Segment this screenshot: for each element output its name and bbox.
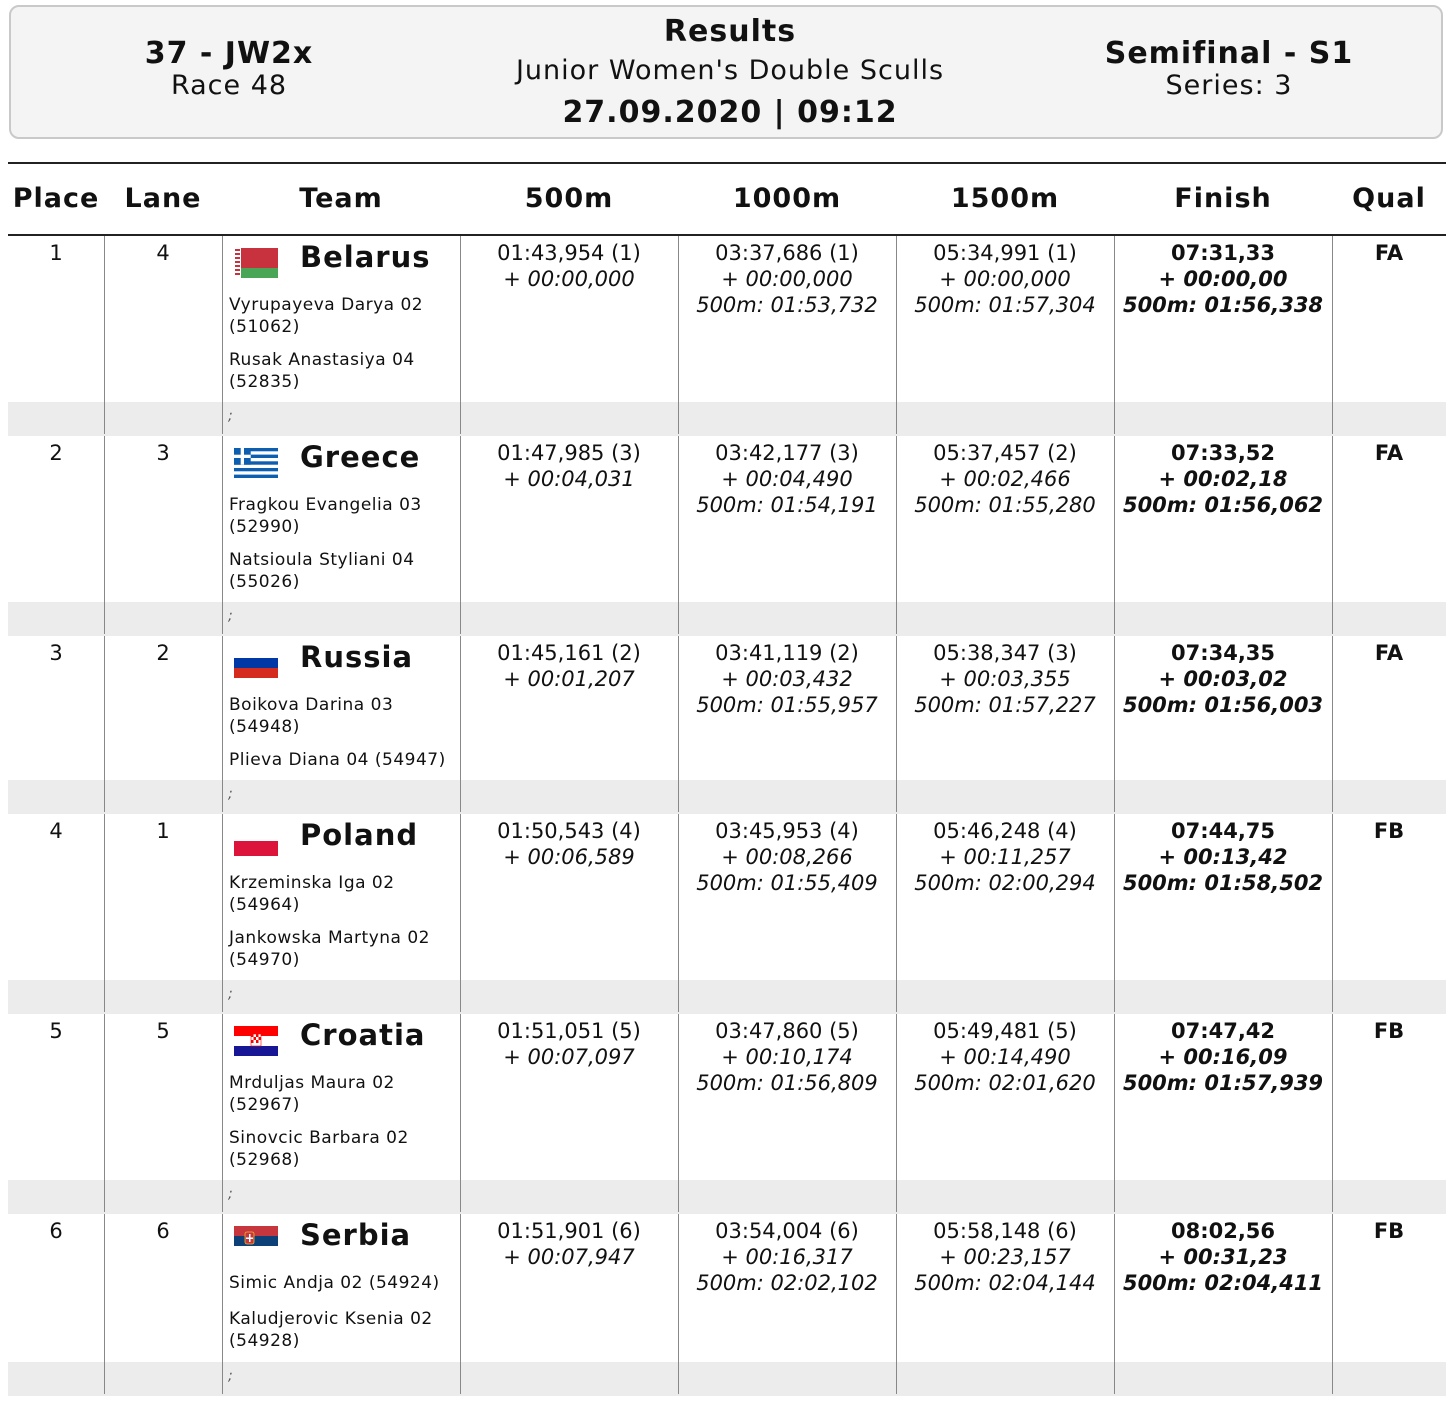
split-pace: 500m: 01:56,809 bbox=[696, 1071, 878, 1095]
split-time: 01:51,051 (5) bbox=[497, 1019, 641, 1043]
page-title: Results bbox=[663, 14, 797, 49]
finish-diff: + 00:16,09 bbox=[1158, 1045, 1288, 1069]
finish-pace: 500m: 01:56,062 bbox=[1122, 493, 1324, 517]
finish-time: 07:31,33 bbox=[1170, 241, 1276, 265]
table-row bbox=[8, 636, 1446, 814]
split-diff: + 00:08,266 bbox=[721, 845, 853, 869]
split-pace: 500m: 01:55,280 bbox=[914, 493, 1096, 517]
split-1000m-cell bbox=[678, 1018, 896, 1096]
crew-member: Krzeminska Iga 02 (54964) bbox=[229, 873, 395, 915]
split-1500m-cell bbox=[896, 1218, 1114, 1296]
split-pace: 500m: 01:53,732 bbox=[696, 293, 878, 317]
split-diff: + 00:04,490 bbox=[721, 467, 853, 491]
split-diff: + 00:03,432 bbox=[721, 667, 853, 691]
crew-member: Mrduljas Maura 02 (52967) bbox=[229, 1073, 395, 1115]
split-1000m-cell bbox=[678, 440, 896, 518]
split-diff: + 00:03,355 bbox=[939, 667, 1071, 691]
finish-pace: 500m: 01:56,003 bbox=[1122, 693, 1324, 717]
finish-time: 07:34,35 bbox=[1170, 641, 1276, 665]
event-info bbox=[11, 37, 447, 101]
split-diff: + 00:07,947 bbox=[503, 1245, 635, 1269]
finish-cell bbox=[1114, 1018, 1332, 1096]
split-500m-cell bbox=[460, 440, 678, 492]
split-500m-cell bbox=[460, 240, 678, 292]
split-1500m-cell bbox=[896, 440, 1114, 518]
split-500m-cell bbox=[460, 818, 678, 870]
qualification-value: FA bbox=[1374, 241, 1404, 265]
column-header-finish: Finish bbox=[1174, 183, 1272, 214]
table-row bbox=[8, 236, 1446, 436]
place-cell bbox=[8, 818, 104, 844]
crew-member: Fragkou Evangelia 03 (52990) bbox=[229, 495, 422, 537]
qualification-value: FA bbox=[1374, 641, 1404, 665]
crew-member: Simic Andja 02 (54924) bbox=[229, 1273, 440, 1293]
split-time: 01:51,901 (6) bbox=[497, 1219, 641, 1243]
finish-time: 08:02,56 bbox=[1170, 1219, 1276, 1243]
crew-member: Natsioula Styliani 04 (55026) bbox=[229, 550, 415, 592]
qual-cell bbox=[1332, 1218, 1446, 1244]
row-note: ; bbox=[228, 408, 233, 424]
split-time: 03:47,860 (5) bbox=[715, 1019, 859, 1043]
split-1500m-cell bbox=[896, 640, 1114, 718]
split-time: 05:34,991 (1) bbox=[933, 241, 1077, 265]
split-diff: + 00:02,466 bbox=[939, 467, 1071, 491]
finish-diff: + 00:00,00 bbox=[1158, 267, 1288, 291]
crew-member: Rusak Anastasiya 04 (52835) bbox=[229, 350, 415, 392]
split-diff: + 00:01,207 bbox=[503, 667, 635, 691]
crew-member: Boikova Darina 03 (54948) bbox=[229, 695, 394, 737]
country-name: Russia bbox=[300, 640, 414, 674]
split-diff: + 00:07,097 bbox=[503, 1045, 635, 1069]
split-pace: 500m: 01:54,191 bbox=[696, 493, 878, 517]
lane-value: 5 bbox=[156, 1019, 170, 1043]
split-diff: + 00:16,317 bbox=[721, 1245, 853, 1269]
split-diff: + 00:04,031 bbox=[503, 467, 635, 491]
qual-cell bbox=[1332, 1018, 1446, 1044]
column-header-500m: 500m bbox=[524, 183, 614, 214]
split-diff: + 00:14,490 bbox=[939, 1045, 1071, 1069]
qualification-value: FB bbox=[1373, 819, 1405, 843]
finish-cell bbox=[1114, 440, 1332, 518]
place-value: 3 bbox=[49, 641, 63, 665]
lane-value: 2 bbox=[156, 641, 170, 665]
lane-cell bbox=[104, 240, 222, 266]
country-name: Greece bbox=[300, 440, 421, 474]
lane-cell bbox=[104, 640, 222, 666]
place-cell bbox=[8, 440, 104, 466]
title-info bbox=[447, 13, 1013, 135]
split-1000m-cell bbox=[678, 640, 896, 718]
split-1000m-cell bbox=[678, 1218, 896, 1296]
row-note: ; bbox=[228, 986, 233, 1002]
place-cell bbox=[8, 640, 104, 666]
qual-cell bbox=[1332, 440, 1446, 466]
split-pace: 500m: 02:01,620 bbox=[914, 1071, 1096, 1095]
lane-cell bbox=[104, 818, 222, 844]
split-1500m-cell bbox=[896, 240, 1114, 318]
split-time: 03:54,004 (6) bbox=[715, 1219, 859, 1243]
row-note: ; bbox=[228, 1186, 233, 1202]
finish-time: 07:47,42 bbox=[1170, 1019, 1276, 1043]
team-cell bbox=[222, 1214, 460, 1396]
split-pace: 500m: 02:04,144 bbox=[914, 1271, 1096, 1295]
split-500m-cell bbox=[460, 1218, 678, 1270]
split-pace: 500m: 01:55,409 bbox=[696, 871, 878, 895]
finish-cell bbox=[1114, 818, 1332, 896]
date-time: 27.09.2020 | 09:12 bbox=[562, 95, 898, 130]
split-time: 05:38,347 (3) bbox=[933, 641, 1077, 665]
team-cell bbox=[222, 1014, 460, 1214]
row-note: ; bbox=[228, 608, 233, 624]
split-diff: + 00:00,000 bbox=[503, 267, 635, 291]
qualification-value: FB bbox=[1373, 1219, 1405, 1243]
lane-value: 4 bbox=[156, 241, 170, 265]
row-note: ; bbox=[228, 786, 233, 802]
split-time: 03:42,177 (3) bbox=[715, 441, 859, 465]
row-note: ; bbox=[228, 1368, 233, 1384]
crew-member: Plieva Diana 04 (54947) bbox=[229, 750, 446, 770]
split-diff: + 00:06,589 bbox=[503, 845, 635, 869]
race-phase: Semifinal - S1 bbox=[1104, 36, 1354, 71]
split-time: 03:41,119 (2) bbox=[715, 641, 859, 665]
column-header-1500m: 1500m bbox=[950, 183, 1060, 214]
split-diff: + 00:23,157 bbox=[939, 1245, 1071, 1269]
place-value: 5 bbox=[49, 1019, 63, 1043]
finish-pace: 500m: 01:57,939 bbox=[1122, 1071, 1324, 1095]
table-row bbox=[8, 814, 1446, 1014]
finish-pace: 500m: 02:04,411 bbox=[1122, 1271, 1324, 1295]
finish-diff: + 00:02,18 bbox=[1158, 467, 1288, 491]
split-1000m-cell bbox=[678, 818, 896, 896]
split-diff: + 00:10,174 bbox=[721, 1045, 853, 1069]
country-name: Serbia bbox=[300, 1218, 412, 1252]
qualification-value: FB bbox=[1373, 1019, 1405, 1043]
lane-cell bbox=[104, 1018, 222, 1044]
crew-member: Kaludjerovic Ksenia 02 (54928) bbox=[229, 1309, 433, 1351]
place-cell bbox=[8, 1018, 104, 1044]
split-pace: 500m: 01:55,957 bbox=[696, 693, 878, 717]
table-row bbox=[8, 1214, 1446, 1396]
phase-info bbox=[1013, 37, 1445, 101]
finish-diff: + 00:03,02 bbox=[1158, 667, 1288, 691]
split-pace: 500m: 02:02,102 bbox=[696, 1271, 878, 1295]
lane-value: 6 bbox=[156, 1219, 170, 1243]
split-diff: + 00:11,257 bbox=[939, 845, 1071, 869]
split-1000m-cell bbox=[678, 240, 896, 318]
column-header-team: Team bbox=[299, 183, 383, 214]
split-time: 05:37,457 (2) bbox=[933, 441, 1077, 465]
lane-cell bbox=[104, 440, 222, 466]
split-time: 03:45,953 (4) bbox=[715, 819, 859, 843]
split-diff: + 00:00,000 bbox=[939, 267, 1071, 291]
place-cell bbox=[8, 1218, 104, 1244]
country-name: Belarus bbox=[300, 240, 431, 274]
qual-cell bbox=[1332, 640, 1446, 666]
column-header-qual: Qual bbox=[1352, 183, 1426, 214]
finish-cell bbox=[1114, 640, 1332, 718]
finish-time: 07:33,52 bbox=[1170, 441, 1276, 465]
lane-cell bbox=[104, 1218, 222, 1244]
split-time: 01:45,161 (2) bbox=[497, 641, 641, 665]
split-1500m-cell bbox=[896, 1018, 1114, 1096]
split-time: 01:43,954 (1) bbox=[497, 241, 641, 265]
russia-flag-icon bbox=[234, 648, 278, 678]
split-time: 03:37,686 (1) bbox=[715, 241, 859, 265]
crew-member: Sinovcic Barbara 02 (52968) bbox=[229, 1128, 409, 1170]
finish-cell bbox=[1114, 1218, 1332, 1296]
place-cell bbox=[8, 240, 104, 266]
table-row bbox=[8, 1014, 1446, 1214]
place-value: 6 bbox=[49, 1219, 63, 1243]
team-cell bbox=[222, 436, 460, 636]
table-row bbox=[8, 436, 1446, 636]
series-number: Series: 3 bbox=[1165, 70, 1293, 101]
lane-value: 3 bbox=[156, 441, 170, 465]
serbia-flag-icon bbox=[234, 1226, 278, 1256]
finish-pace: 500m: 01:58,502 bbox=[1122, 871, 1324, 895]
crew-member: Vyrupayeva Darya 02 (51062) bbox=[229, 295, 424, 337]
split-pace: 500m: 01:57,227 bbox=[914, 693, 1096, 717]
qual-cell bbox=[1332, 240, 1446, 266]
event-name: Junior Women's Double Sculls bbox=[515, 55, 945, 86]
lane-value: 1 bbox=[156, 819, 170, 843]
split-1500m-cell bbox=[896, 818, 1114, 896]
column-header-place: Place bbox=[12, 183, 100, 214]
results-header-box bbox=[9, 5, 1443, 139]
split-diff: + 00:00,000 bbox=[721, 267, 853, 291]
split-time: 05:46,248 (4) bbox=[933, 819, 1077, 843]
country-name: Croatia bbox=[300, 1018, 426, 1052]
qual-cell bbox=[1332, 818, 1446, 844]
split-pace: 500m: 02:00,294 bbox=[914, 871, 1096, 895]
finish-cell bbox=[1114, 240, 1332, 318]
split-500m-cell bbox=[460, 1018, 678, 1070]
poland-flag-icon bbox=[234, 826, 278, 856]
belarus-flag-icon bbox=[234, 248, 278, 278]
team-cell bbox=[222, 236, 460, 436]
team-cell bbox=[222, 636, 460, 814]
place-value: 2 bbox=[49, 441, 63, 465]
finish-diff: + 00:31,23 bbox=[1158, 1245, 1288, 1269]
finish-diff: + 00:13,42 bbox=[1158, 845, 1288, 869]
greece-flag-icon bbox=[234, 448, 278, 478]
split-time: 01:47,985 (3) bbox=[497, 441, 641, 465]
split-time: 05:49,481 (5) bbox=[933, 1019, 1077, 1043]
place-value: 1 bbox=[49, 241, 63, 265]
split-time: 01:50,543 (4) bbox=[497, 819, 641, 843]
place-value: 4 bbox=[49, 819, 63, 843]
croatia-flag-icon bbox=[234, 1026, 278, 1056]
event-code: 37 - JW2x bbox=[144, 36, 314, 71]
split-500m-cell bbox=[460, 640, 678, 692]
finish-time: 07:44,75 bbox=[1170, 819, 1276, 843]
split-pace: 500m: 01:57,304 bbox=[914, 293, 1096, 317]
split-time: 05:58,148 (6) bbox=[933, 1219, 1077, 1243]
column-header-lane: Lane bbox=[124, 183, 202, 214]
race-number: Race 48 bbox=[170, 70, 288, 101]
qualification-value: FA bbox=[1374, 441, 1404, 465]
table-header bbox=[8, 162, 1446, 236]
finish-pace: 500m: 01:56,338 bbox=[1122, 293, 1324, 317]
column-header-1000m: 1000m bbox=[732, 183, 842, 214]
crew-member: Jankowska Martyna 02 (54970) bbox=[229, 928, 431, 970]
team-cell bbox=[222, 814, 460, 1014]
country-name: Poland bbox=[300, 818, 419, 852]
